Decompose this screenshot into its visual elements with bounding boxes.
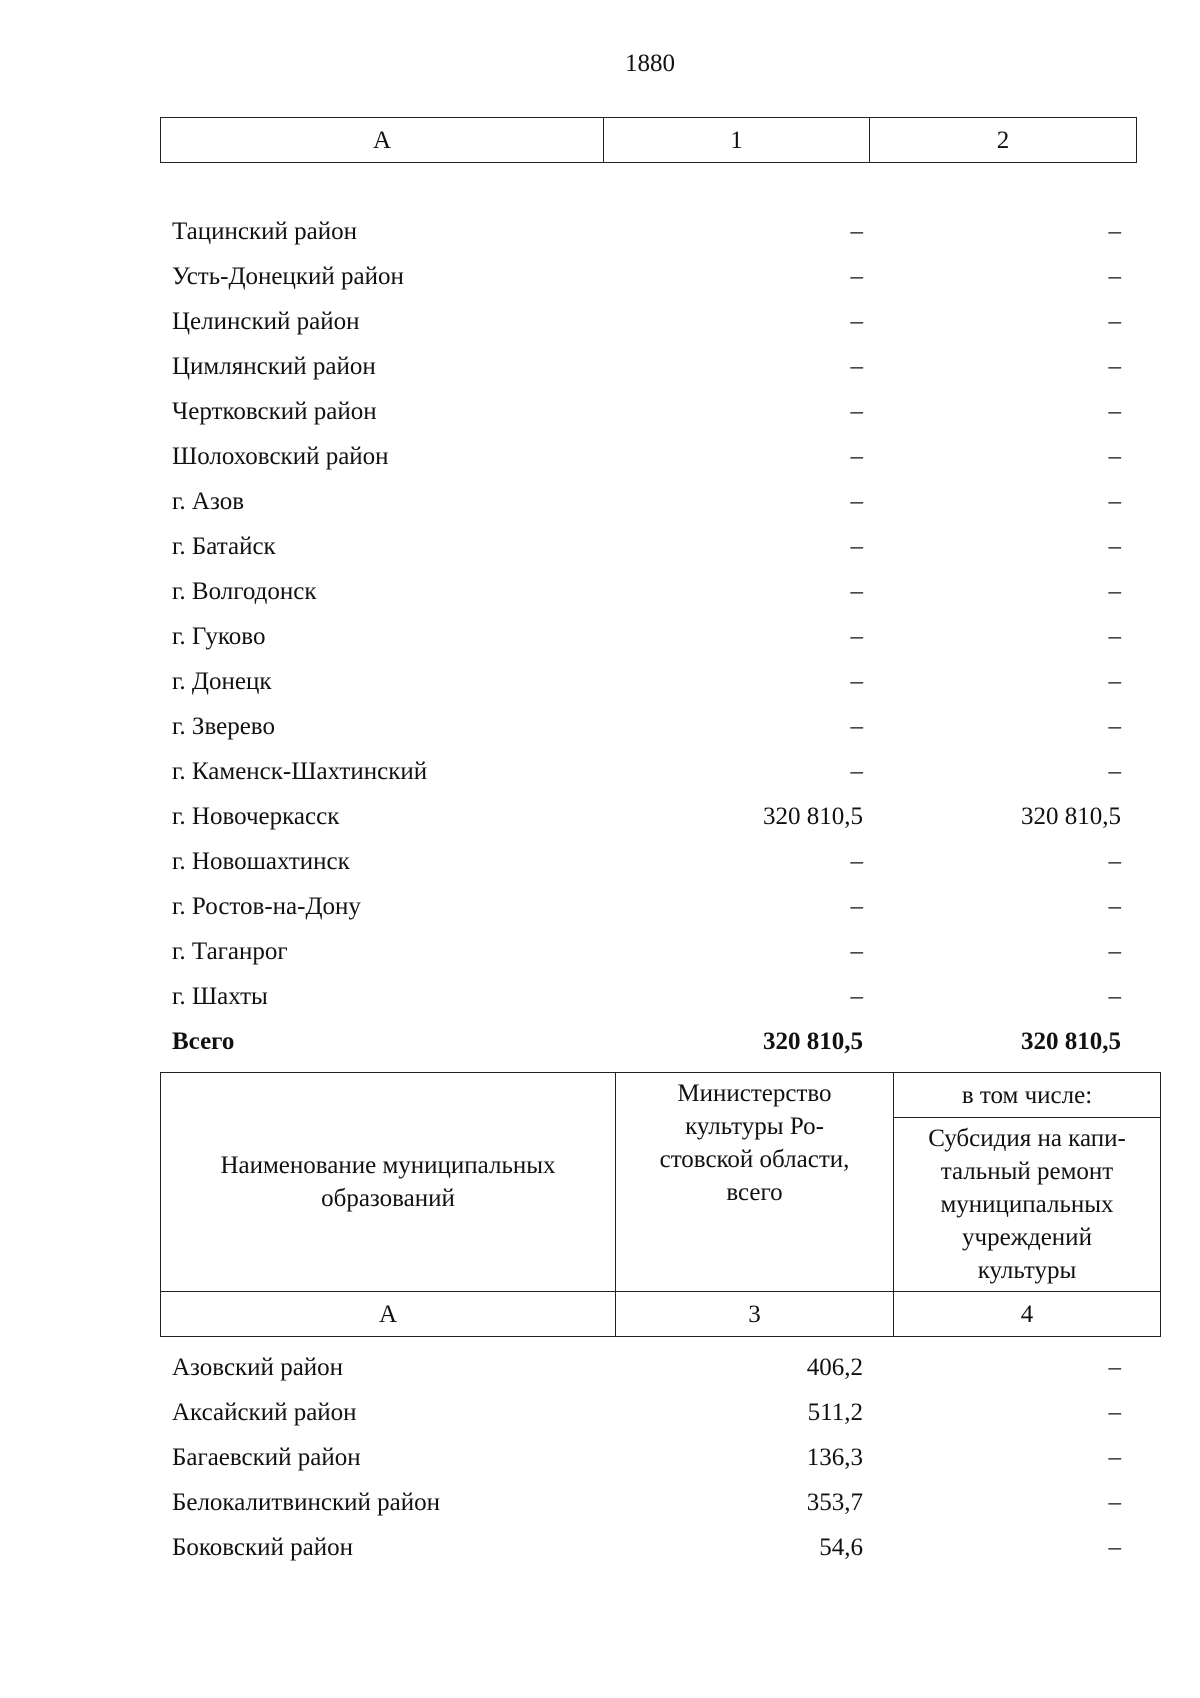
- row-value-1: –: [850, 398, 863, 425]
- row-name: Белокалитвинский район: [172, 1489, 440, 1516]
- row-value-1: 353,7: [806, 1489, 863, 1516]
- table1-header-col-2: 2: [870, 118, 1137, 163]
- table-row: [160, 1480, 1133, 1525]
- table-row: [160, 254, 1133, 299]
- row-value-2: –: [1108, 533, 1121, 560]
- row-value-2: –: [1108, 893, 1121, 920]
- row-value-2: –: [1108, 1534, 1121, 1561]
- table2-header-col-3-line: стовской области,: [659, 1146, 850, 1173]
- table1-body: [160, 209, 1133, 1064]
- table-row: [160, 1390, 1133, 1435]
- row-value-1: –: [850, 308, 863, 335]
- table1-header: [160, 117, 1137, 163]
- row-name: г. Новочеркасск: [172, 803, 340, 830]
- row-value-1: –: [850, 533, 863, 560]
- row-name: Боковский район: [172, 1534, 353, 1561]
- table-row: [160, 344, 1133, 389]
- row-value-2: –: [1108, 263, 1121, 290]
- row-value-2: –: [1108, 398, 1121, 425]
- row-value-1: –: [850, 263, 863, 290]
- row-value-1: 320 810,5: [763, 803, 863, 830]
- row-name: Тацинский район: [172, 218, 357, 245]
- table2-body: [160, 1345, 1133, 1570]
- table-row: [160, 614, 1133, 659]
- row-value-2: –: [1108, 443, 1121, 470]
- table2-header: [160, 1072, 1161, 1337]
- table-row: [160, 794, 1133, 839]
- table-row: [160, 1345, 1133, 1390]
- table-row: [160, 659, 1133, 704]
- row-name: г. Зверево: [172, 713, 275, 740]
- row-value-2: –: [1108, 1399, 1121, 1426]
- row-value-1: –: [850, 668, 863, 695]
- row-value-2: –: [1108, 1489, 1121, 1516]
- table2-header-col-4-line: тальный ремонт: [940, 1158, 1114, 1185]
- table2-header-row-4: 4: [894, 1292, 1161, 1337]
- row-name: г. Шахты: [172, 983, 268, 1010]
- table2-header-col-4-line: учреждений: [962, 1224, 1092, 1251]
- row-value-1: –: [850, 353, 863, 380]
- row-value-2: –: [1108, 713, 1121, 740]
- row-value-2: –: [1108, 1354, 1121, 1381]
- row-name: г. Каменск-Шахтинский: [172, 758, 428, 785]
- table2-header-name-text: Наименование муниципальных образований: [220, 1152, 556, 1212]
- row-name: г. Донецк: [172, 668, 272, 695]
- row-value-1: 406,2: [806, 1354, 863, 1381]
- row-value-1: –: [850, 443, 863, 470]
- row-value-1: –: [850, 983, 863, 1010]
- row-value-1: 511,2: [807, 1399, 863, 1426]
- table2-header-col-3-line: культуры Ро-: [685, 1113, 824, 1140]
- row-value-2: –: [1108, 623, 1121, 650]
- total-value-2: 320 810,5: [1021, 1028, 1121, 1055]
- row-name: Целинский район: [172, 308, 360, 335]
- row-name: г. Ростов-на-Дону: [172, 893, 361, 920]
- row-value-1: –: [850, 893, 863, 920]
- table2-header-name: [161, 1073, 616, 1292]
- table2-header-col-4-line: муниципальных: [940, 1191, 1114, 1218]
- table2-header-group: в том числе:: [894, 1073, 1161, 1118]
- table-row: [160, 929, 1133, 974]
- table-row: [160, 569, 1133, 614]
- table-row: [160, 749, 1133, 794]
- row-name: г. Батайск: [172, 533, 276, 560]
- row-value-1: –: [850, 218, 863, 245]
- row-value-1: –: [850, 578, 863, 605]
- row-name: г. Новошахтинск: [172, 848, 350, 875]
- row-value-1: –: [850, 623, 863, 650]
- row-value-2: –: [1108, 308, 1121, 335]
- table2-header-col-4: [894, 1118, 1161, 1292]
- row-value-2: –: [1108, 938, 1121, 965]
- total-value-1: 320 810,5: [763, 1028, 863, 1055]
- row-value-2: –: [1108, 848, 1121, 875]
- row-value-1: –: [850, 713, 863, 740]
- page-number: 1880: [625, 50, 675, 77]
- row-name: Шолоховский район: [172, 443, 389, 470]
- row-value-2: –: [1108, 353, 1121, 380]
- row-value-1: –: [850, 938, 863, 965]
- row-name: г. Волгодонск: [172, 578, 317, 605]
- table-row: [160, 839, 1133, 884]
- row-value-2: –: [1108, 1444, 1121, 1471]
- row-name: г. Азов: [172, 488, 245, 515]
- row-name: г. Таганрог: [172, 938, 288, 965]
- table-row: [160, 884, 1133, 929]
- row-value-2: –: [1108, 758, 1121, 785]
- table2-header-row-a: А: [161, 1292, 616, 1337]
- table2-header-col-3: [616, 1073, 894, 1292]
- table2-header-col-3-line: Министерство: [677, 1080, 832, 1107]
- row-value-1: 54,6: [819, 1534, 863, 1561]
- row-name: Чертковский район: [172, 398, 377, 425]
- row-value-1: –: [850, 488, 863, 515]
- table1-header-col-a: А: [161, 118, 604, 163]
- table2-header-col-3-line: всего: [726, 1179, 783, 1206]
- row-name: Аксайский район: [172, 1399, 357, 1426]
- row-name: Усть-Донецкий район: [172, 263, 404, 290]
- table1-header-col-1: 1: [604, 118, 870, 163]
- row-value-1: –: [850, 848, 863, 875]
- table2-header-row-3: 3: [616, 1292, 894, 1337]
- table-row: [160, 704, 1133, 749]
- table-row: [160, 974, 1133, 1019]
- table-row: [160, 434, 1133, 479]
- row-name: Багаевский район: [172, 1444, 361, 1471]
- row-value-1: –: [850, 758, 863, 785]
- row-value-2: –: [1108, 218, 1121, 245]
- row-value-1: 136,3: [806, 1444, 863, 1471]
- table-row: [160, 1435, 1133, 1480]
- row-value-2: 320 810,5: [1021, 803, 1121, 830]
- table-row: [160, 209, 1133, 254]
- row-value-2: –: [1108, 488, 1121, 515]
- table-row: [160, 389, 1133, 434]
- table2-header-col-4-line: Субсидия на капи-: [928, 1125, 1126, 1152]
- row-value-2: –: [1108, 578, 1121, 605]
- table2-header-col-4-line: культуры: [977, 1257, 1077, 1284]
- table-row: [160, 1525, 1133, 1570]
- table-row: [160, 299, 1133, 344]
- total-label: Всего: [172, 1028, 235, 1055]
- row-name: Цимлянский район: [172, 353, 376, 380]
- row-name: Азовский район: [172, 1354, 344, 1381]
- row-name: г. Гуково: [172, 623, 266, 650]
- row-value-2: –: [1108, 983, 1121, 1010]
- table-row: [160, 479, 1133, 524]
- total-row: [160, 1019, 1133, 1064]
- table-row: [160, 524, 1133, 569]
- row-value-2: –: [1108, 668, 1121, 695]
